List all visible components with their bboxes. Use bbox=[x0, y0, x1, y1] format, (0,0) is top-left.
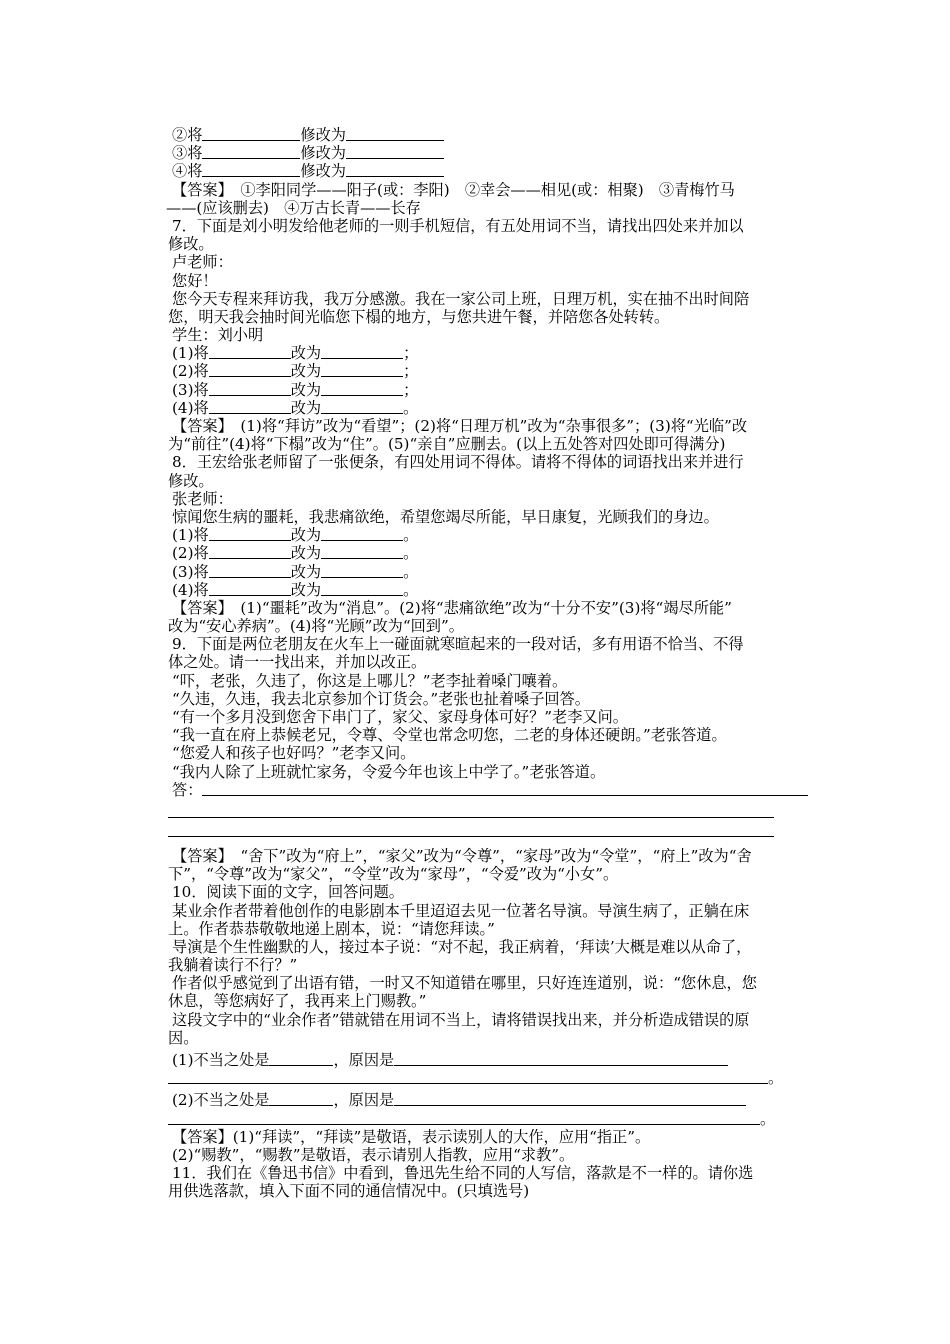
q9-answer-line-1: 【答案】 “舍下”改为“府上”，“家父”改为“令尊”，“家母”改为“令堂”，“府上”改为“舍 bbox=[172, 846, 752, 865]
q7-answer-line-2: 为“前往”(4)将“下榻”改为“住”。(5)“亲自”应删去。(以上五处答对四处即可得满分) bbox=[168, 435, 726, 454]
q6-answer-line-2: ——(应该删去) ④万古长青——长存 bbox=[166, 198, 421, 217]
q10-paragraph-2-line-1: 导演是个生性幽默的人，接过本子说：“对不起，我正病着，‘拜读’大概是难以从命了， bbox=[172, 937, 752, 956]
row-number: (1)将 bbox=[172, 526, 209, 545]
q8-question-line-2: 修改。 bbox=[168, 471, 214, 490]
q6-row-3 bbox=[168, 144, 818, 162]
q7-row-1 bbox=[168, 344, 818, 362]
q9-dialog-line: “有一个多月没到您舍下串门了，家父、家母身体可好？”老李又问。 bbox=[172, 708, 628, 726]
row-punct: 。 bbox=[760, 1109, 776, 1128]
row-punct: ； bbox=[403, 344, 419, 363]
blank-input[interactable] bbox=[209, 544, 291, 559]
blank-input[interactable] bbox=[209, 344, 291, 359]
row-label: 改为 bbox=[290, 344, 322, 363]
answer-blank[interactable] bbox=[168, 801, 774, 818]
q9-answer-line-2: 下”，“令尊”改为“家父”，“令堂”改为“家母”，“令爱”改为“小女”。 bbox=[168, 865, 619, 884]
q10-question: 10．阅读下面的文字，回答问题。 bbox=[172, 883, 404, 902]
blank-input[interactable] bbox=[321, 581, 403, 596]
blank-input[interactable] bbox=[168, 1069, 768, 1084]
blank-input[interactable] bbox=[209, 399, 291, 414]
q6-answer-line-1: 【答案】 ①李阳同学——阳子(或：李阳) ②幸会——相见(或：相聚) ③青梅竹马 bbox=[172, 180, 735, 199]
row-label: 改为 bbox=[290, 562, 322, 581]
q7-question-line-2: 修改。 bbox=[168, 235, 214, 254]
row-number: ③ bbox=[172, 144, 188, 163]
row-label: 改为 bbox=[290, 380, 322, 399]
row-number: (4)将 bbox=[172, 580, 209, 599]
blank-input[interactable] bbox=[209, 381, 291, 396]
q9-answer-row bbox=[168, 781, 818, 799]
q8-answer-line-2: 改为“安心养病”。(4)将“光顾”改为“回到”。 bbox=[168, 617, 464, 636]
row-punct: 。 bbox=[403, 526, 419, 545]
row-label: ，原因是 bbox=[333, 1051, 395, 1069]
row-number: (3)将 bbox=[172, 562, 209, 581]
row-label: 将 bbox=[187, 126, 203, 144]
q6-row-2 bbox=[168, 126, 818, 144]
answer-blank[interactable] bbox=[202, 781, 808, 796]
row-label: 改为 bbox=[290, 580, 322, 599]
row-punct: ； bbox=[403, 380, 419, 399]
blank-input[interactable] bbox=[209, 362, 291, 377]
q8-row-4 bbox=[168, 581, 818, 599]
q11-question-line-2: 用供选落款，填入下面不同的通信情况中。(只填选号) bbox=[168, 1182, 530, 1201]
row-number: (2)将 bbox=[172, 544, 209, 563]
row-number: (1)不当之处是 bbox=[172, 1051, 270, 1069]
row-number: ④ bbox=[172, 162, 188, 181]
q10-paragraph-1-line-1: 某业余作者带着他创作的电影剧本千里迢迢去见一位著名导演。导演生病了，正躺在床 bbox=[172, 901, 750, 920]
row-number: ② bbox=[172, 126, 188, 144]
q7-row-2 bbox=[168, 362, 818, 380]
row-punct: 。 bbox=[403, 544, 419, 563]
q10-paragraph-3-line-2: 休息，等您病好了，我再来上门赐教。” bbox=[168, 992, 427, 1011]
row-label: 改为 bbox=[290, 398, 322, 417]
q10-row-2-continued bbox=[168, 1110, 818, 1128]
row-punct: 。 bbox=[403, 562, 419, 581]
document-page bbox=[168, 126, 818, 1201]
blank-input[interactable] bbox=[321, 526, 403, 541]
row-label: 改为 bbox=[290, 544, 322, 563]
blank-input[interactable] bbox=[321, 563, 403, 578]
row-label: 将 bbox=[187, 144, 203, 163]
q10-paragraph-3-line-1: 作者似乎感觉到了出语有错，一时又不知道错在哪里，只好连连道别，说：“您休息，您 bbox=[172, 974, 757, 993]
q10-row-2 bbox=[168, 1091, 818, 1109]
q8-answer-line-1: 【答案】 (1)“噩耗”改为“消息”。(2)将“悲痛欲绝”改为“十分不安”(3)将“竭尽所能” bbox=[172, 598, 732, 617]
blank-input[interactable] bbox=[346, 144, 444, 159]
q8-row-1 bbox=[168, 526, 818, 544]
q10-paragraph-1-line-2: 上。作者恭恭敬敬地递上剧本，说：“请您拜读。” bbox=[168, 919, 495, 938]
q9-dialog-line: “吓，老张，久违了，你这是上哪儿？”老李扯着嗓门嚷着。 bbox=[172, 671, 568, 690]
blank-input[interactable] bbox=[321, 381, 403, 396]
row-label: ，原因是 bbox=[333, 1091, 395, 1110]
q10-row-1-continued bbox=[168, 1069, 818, 1087]
row-number: (3)将 bbox=[172, 380, 209, 399]
row-label: 将 bbox=[187, 162, 203, 181]
q9-question-line-2: 体之处。请一一找出来，并加以改正。 bbox=[168, 653, 427, 672]
blank-input[interactable] bbox=[321, 544, 403, 559]
answer-blank[interactable] bbox=[168, 820, 774, 837]
q10-paragraph-2-line-2: 我躺着读行不行？” bbox=[168, 956, 298, 975]
row-number: (2)不当之处是 bbox=[172, 1091, 270, 1110]
blank-input[interactable] bbox=[202, 162, 300, 177]
row-label: 修改为 bbox=[300, 126, 346, 144]
q8-row-3 bbox=[168, 563, 818, 581]
blank-input[interactable] bbox=[346, 126, 444, 141]
blank-input[interactable] bbox=[202, 126, 300, 141]
row-number: (1)将 bbox=[172, 344, 209, 363]
blank-input[interactable] bbox=[269, 1091, 333, 1106]
q8-body: 惊闻您生病的噩耗，我悲痛欲绝，希望您竭尽所能，早日康复，光顾我们的身边。 bbox=[172, 507, 719, 526]
q10-row-1 bbox=[168, 1051, 818, 1069]
blank-input[interactable] bbox=[202, 144, 300, 159]
q10-answer-line-1: 【答案】(1)“拜读”，“拜读”是敬语，表示读别人的大作，应用“指正”。 bbox=[172, 1127, 651, 1146]
q7-signature: 学生：刘小明 bbox=[172, 326, 264, 345]
row-punct: 。 bbox=[403, 398, 419, 417]
blank-input[interactable] bbox=[209, 526, 291, 541]
q9-dialog-line: “我一直在府上恭候老兄，令尊、令堂也常念叨您，二老的身体还硬朗。”老张答道。 bbox=[172, 726, 727, 745]
blank-input[interactable] bbox=[321, 399, 403, 414]
answer-label: 答： bbox=[172, 780, 203, 799]
blank-input[interactable] bbox=[269, 1051, 333, 1066]
row-label: 改为 bbox=[290, 526, 322, 545]
row-punct: 。 bbox=[768, 1069, 784, 1088]
row-label: 改为 bbox=[290, 362, 322, 381]
q7-body-line-2: 您，明天我会抽时间光临您下榻的地方，与您共进午餐，并陪您各处转转。 bbox=[168, 307, 670, 326]
q7-row-4 bbox=[168, 399, 818, 417]
q8-row-2 bbox=[168, 544, 818, 562]
row-label: 修改为 bbox=[300, 144, 346, 163]
q9-dialog-line: “我内人除了上班就忙家务，令爱今年也该上中学了。”老张答道。 bbox=[172, 762, 606, 781]
q7-question-line-1: 7．下面是刘小明发给他老师的一则手机短信，有五处用词不当，请找出四处来并加以 bbox=[172, 216, 744, 235]
row-number: (2)将 bbox=[172, 362, 209, 381]
q9-dialog-line: “久违，久违，我去北京参加个订货会。”老张也扯着嗓子回答。 bbox=[172, 689, 590, 708]
q11-question-line-1: 11．我们在《鲁迅书信》中看到，鲁迅先生给不同的人写信，落款是不一样的。请你选 bbox=[172, 1164, 754, 1183]
row-punct: 。 bbox=[403, 580, 419, 599]
q9-dialog-line: “您爱人和孩子也好吗？”老李又问。 bbox=[172, 744, 416, 763]
blank-input[interactable] bbox=[209, 581, 291, 596]
row-punct: ； bbox=[403, 362, 419, 381]
q6-row-4 bbox=[168, 162, 818, 180]
blank-input[interactable] bbox=[394, 1091, 746, 1106]
blank-input[interactable] bbox=[209, 563, 291, 578]
blank-input[interactable] bbox=[168, 1110, 760, 1125]
q10-paragraph-4-line-2: 因。 bbox=[168, 1028, 199, 1047]
q9-question-line-1: 9．下面是两位老朋友在火车上一碰面就寒暄起来的一段对话，多有用语不恰当、不得 bbox=[172, 635, 744, 654]
row-number: (4)将 bbox=[172, 398, 209, 417]
q10-answer-line-2: (2)“赐教”，“赐教”是敬语，表示请别人指教，应用“求教”。 bbox=[172, 1145, 575, 1164]
q7-answer-line-1: 【答案】 (1)将“拜访”改为“看望”；(2)将“日理万机”改为“杂事很多”；(3)将“光临”改 bbox=[172, 417, 748, 435]
q8-question-line-1: 8．王宏给张老师留了一张便条，有四处用词不得体。请将不得体的词语找出来并进行 bbox=[172, 453, 744, 472]
blank-input[interactable] bbox=[321, 344, 403, 359]
q7-salutation: 卢老师： bbox=[172, 253, 233, 272]
q7-body-line-1: 您今天专程来拜访我，我万分感激。我在一家公司上班，日理万机，实在抽不出时间陪 bbox=[172, 289, 750, 308]
blank-input[interactable] bbox=[321, 362, 403, 377]
blank-input[interactable] bbox=[346, 162, 444, 177]
q10-paragraph-4-line-1: 这段文字中的“业余作者”错就错在用词不当上，请将错误找出来，并分析造成错误的原 bbox=[172, 1010, 750, 1029]
q7-greeting: 您好！ bbox=[172, 271, 218, 290]
row-label: 修改为 bbox=[300, 162, 346, 181]
q8-salutation: 张老师： bbox=[172, 489, 233, 508]
blank-input[interactable] bbox=[394, 1051, 728, 1066]
q7-row-3 bbox=[168, 381, 818, 399]
